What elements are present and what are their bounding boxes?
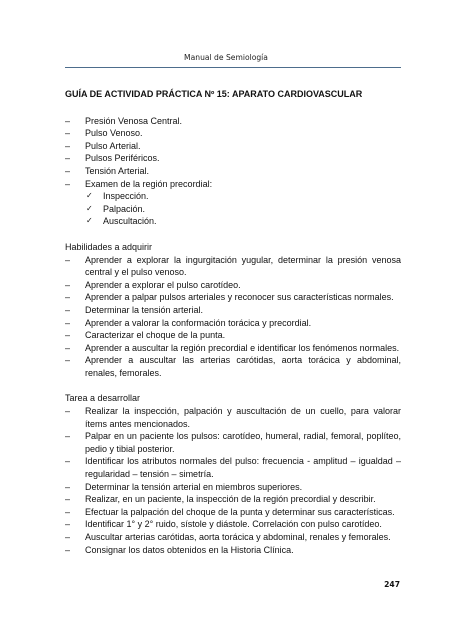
list-item-text: Aprender a explorar el pulso carotídeo. bbox=[85, 279, 241, 290]
list-item-text: Identificar los atributos normales del pulso: frecuencia - amplitud – igualdad – regularidad – tensión – simetría. bbox=[85, 456, 401, 480]
dash-bullet: – bbox=[65, 406, 71, 417]
list-item-text: Aprender a auscultar la región precordial e identificar los fenómenos normales. bbox=[85, 342, 400, 353]
list-item-text: Auscultar arterias carótidas, aorta torácica y abdominal, renales y femorales. bbox=[85, 532, 391, 542]
list-item bbox=[65, 481, 401, 494]
list-item bbox=[65, 291, 401, 304]
skills-heading: Habilidades a adquirir bbox=[65, 241, 153, 252]
list-item-text: Palpar en un paciente los pulsos: carotídeo, humeral, radial, femoral, poplíteo, pedio y tibial posterior. bbox=[85, 431, 401, 454]
list-item-text: Inspección. bbox=[103, 191, 149, 202]
dash-bullet: – bbox=[65, 279, 71, 290]
list-item-text: Pulso Venoso. bbox=[85, 128, 143, 139]
dash-bullet: – bbox=[65, 481, 71, 492]
tasks-heading: Tarea a desarrollar bbox=[65, 393, 141, 404]
list-item bbox=[65, 165, 401, 178]
list-item bbox=[65, 317, 401, 330]
checkmark-icon: ✓ bbox=[86, 203, 93, 213]
list-item bbox=[65, 506, 401, 519]
list-item-text: Palpación. bbox=[103, 203, 146, 214]
sub-list-item bbox=[65, 203, 401, 216]
list-item bbox=[65, 544, 401, 557]
dash-bullet: – bbox=[65, 304, 71, 315]
list-item bbox=[65, 455, 401, 480]
list-item bbox=[65, 178, 401, 191]
list-item-text: Examen de la región precordial: bbox=[85, 178, 213, 189]
document-body bbox=[65, 88, 401, 556]
list-item bbox=[65, 342, 401, 355]
list-item-text: Realizar la inspección, palpación y auscultación de un cuello, para valorar ítems antes mencionados. bbox=[85, 406, 401, 429]
tasks-list bbox=[65, 405, 401, 556]
dash-bullet: – bbox=[65, 456, 71, 467]
dash-bullet: – bbox=[65, 532, 71, 542]
dash-bullet: – bbox=[65, 128, 71, 139]
dash-bullet: – bbox=[65, 140, 71, 151]
running-header: Manual de Semiología bbox=[184, 53, 268, 62]
topics-list bbox=[65, 115, 401, 228]
list-item-text: Consignar los datos obtenidos en la Historia Clínica. bbox=[85, 544, 294, 555]
dash-bullet: – bbox=[65, 519, 71, 530]
list-item-text: Realizar, en un paciente, la inspección de la región precordial y describir. bbox=[85, 494, 376, 505]
list-item-text: Determinar la tensión arterial. bbox=[85, 304, 204, 315]
list-item bbox=[65, 531, 401, 544]
dash-bullet: – bbox=[65, 330, 71, 341]
list-item bbox=[65, 115, 401, 128]
list-item bbox=[65, 493, 401, 506]
header-divider bbox=[65, 67, 401, 68]
list-item bbox=[65, 127, 401, 140]
checkmark-icon: ✓ bbox=[86, 191, 93, 201]
list-item bbox=[65, 152, 401, 165]
page-number: 247 bbox=[384, 580, 400, 589]
list-item-text: Aprender a palpar pulsos arteriales y reconocer sus características normales. bbox=[85, 292, 394, 303]
dash-bullet: – bbox=[65, 494, 71, 505]
list-item-text: Caracterizar el choque de la punta. bbox=[85, 330, 226, 341]
dash-bullet: – bbox=[65, 431, 71, 442]
list-item bbox=[65, 430, 401, 455]
dash-bullet: – bbox=[65, 317, 71, 328]
sub-list-item bbox=[65, 190, 401, 203]
dash-bullet: – bbox=[65, 254, 71, 265]
list-item-text: Aprender a explorar la ingurgitación yugular, determinar la presión venosa central y el pulso venoso. bbox=[85, 254, 401, 278]
list-item bbox=[65, 140, 401, 153]
dash-bullet: – bbox=[65, 115, 71, 126]
list-item-text: Pulso Arterial. bbox=[85, 140, 141, 151]
document-title: GUÍA DE ACTIVIDAD PRÁCTICA Nº 15: APARATO CARDIOVASCULAR bbox=[65, 89, 363, 99]
dash-bullet: – bbox=[65, 292, 71, 303]
list-item bbox=[65, 279, 401, 292]
dash-bullet: – bbox=[65, 355, 71, 366]
list-item bbox=[65, 354, 401, 379]
list-item bbox=[65, 405, 401, 430]
dash-bullet: – bbox=[65, 342, 71, 353]
list-item bbox=[65, 254, 401, 279]
skills-list bbox=[65, 254, 401, 380]
list-item bbox=[65, 329, 401, 342]
sub-list-item bbox=[65, 215, 401, 228]
dash-bullet: – bbox=[65, 153, 71, 164]
list-item bbox=[65, 518, 401, 531]
list-item-text: Efectuar la palpación del choque de la punta y determinar sus características. bbox=[85, 506, 395, 517]
dash-bullet: – bbox=[65, 178, 71, 189]
list-item-text: Determinar la tensión arterial en miembros superiores. bbox=[85, 481, 303, 492]
list-item-text: Auscultación. bbox=[103, 216, 157, 227]
list-item-text: Identificar 1° y 2° ruido, sístole y diástole. Correlación con pulso carotídeo. bbox=[85, 519, 382, 530]
dash-bullet: – bbox=[65, 165, 71, 176]
list-item-text: Aprender a valorar la conformación torácica y precordial. bbox=[85, 317, 312, 328]
checkmark-icon: ✓ bbox=[86, 216, 93, 226]
list-item-text: Presión Venosa Central. bbox=[85, 115, 183, 126]
dash-bullet: – bbox=[65, 544, 71, 555]
list-item-text: Pulsos Periféricos. bbox=[85, 153, 160, 164]
dash-bullet: – bbox=[65, 506, 71, 517]
list-item-text: Aprender a auscultar las arterias carótidas, aorta torácica y abdominal, renales, femorales. bbox=[85, 355, 401, 378]
list-item bbox=[65, 304, 401, 317]
list-item-text: Tensión Arterial. bbox=[85, 165, 150, 176]
